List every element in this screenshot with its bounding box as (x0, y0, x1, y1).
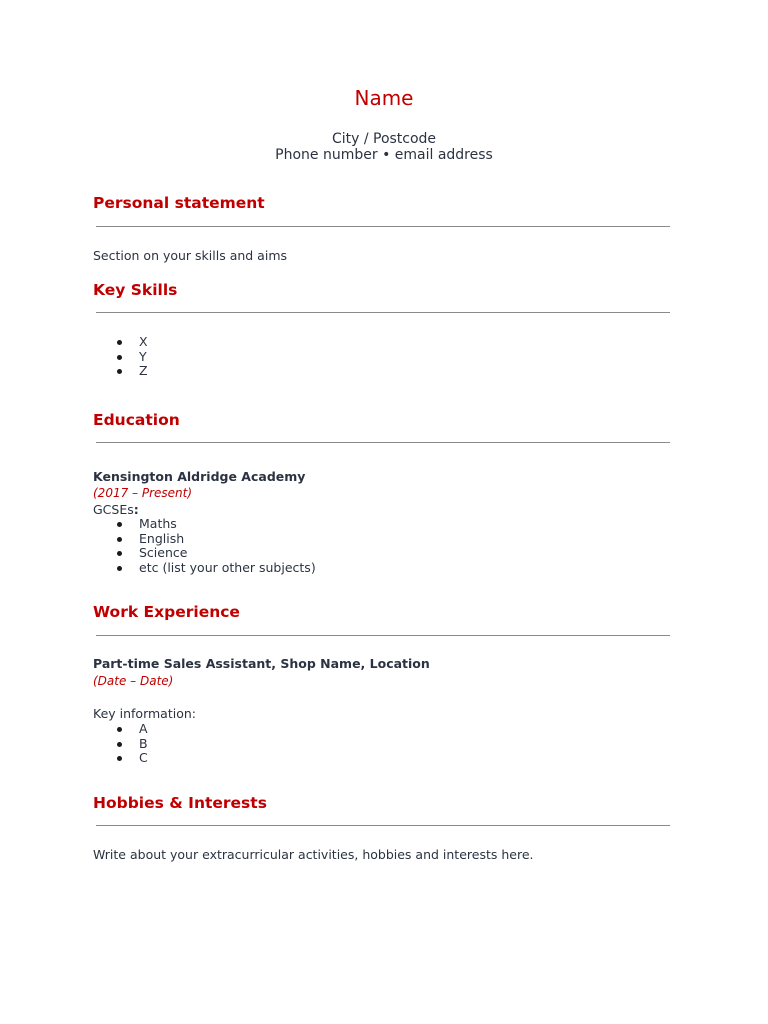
list-item: Science (116, 546, 316, 561)
bullet-icon (117, 369, 122, 374)
bullet-icon (117, 537, 122, 542)
bullet-icon (117, 566, 122, 571)
key-information-label: Key information: (93, 706, 196, 721)
cv-name: Name (354, 86, 414, 110)
bullet-icon (117, 756, 122, 761)
school-name: Kensington Aldridge Academy (93, 469, 306, 484)
hobbies-divider (96, 825, 670, 826)
education-divider (96, 442, 670, 443)
personal-statement-heading: Personal statement (93, 194, 265, 212)
personal-statement-body: Section on your skills and aims (93, 248, 288, 263)
list-item: Y (116, 350, 148, 365)
education-heading: Education (93, 411, 180, 429)
job-title: Part-time Sales Assistant, Shop Name, Location (93, 656, 430, 671)
work-experience-divider (96, 635, 670, 636)
key-skills-divider (96, 312, 670, 313)
list-item: etc (list your other subjects) (116, 561, 316, 576)
key-skills-list (116, 335, 148, 379)
education-dates: (2017 – Present) (93, 486, 193, 500)
bullet-icon (117, 742, 122, 747)
list-item: X (116, 335, 148, 350)
personal-statement-divider (96, 226, 670, 227)
work-experience-heading: Work Experience (93, 603, 240, 621)
work-dates: (Date – Date) (93, 674, 174, 688)
bullet-icon (117, 355, 122, 360)
hobbies-body: Write about your extracurricular activities, hobbies and interests here. (93, 847, 534, 862)
subjects-list (116, 517, 316, 576)
key-skills-heading: Key Skills (93, 281, 178, 299)
gcses-label: GCSEs: (93, 502, 139, 517)
bullet-icon (117, 340, 122, 345)
bullet-icon (117, 551, 122, 556)
list-item: Maths (116, 517, 316, 532)
key-information-list (116, 722, 148, 766)
list-item: English (116, 532, 316, 547)
location-line: City / Postcode (331, 131, 437, 147)
list-item: A (116, 722, 148, 737)
bullet-icon (117, 727, 122, 732)
list-item: Z (116, 364, 148, 379)
hobbies-heading: Hobbies & Interests (93, 794, 267, 812)
bullet-icon (117, 522, 122, 527)
list-item: B (116, 737, 148, 752)
list-item: C (116, 751, 148, 766)
contact-line: Phone number • email address (275, 147, 493, 163)
